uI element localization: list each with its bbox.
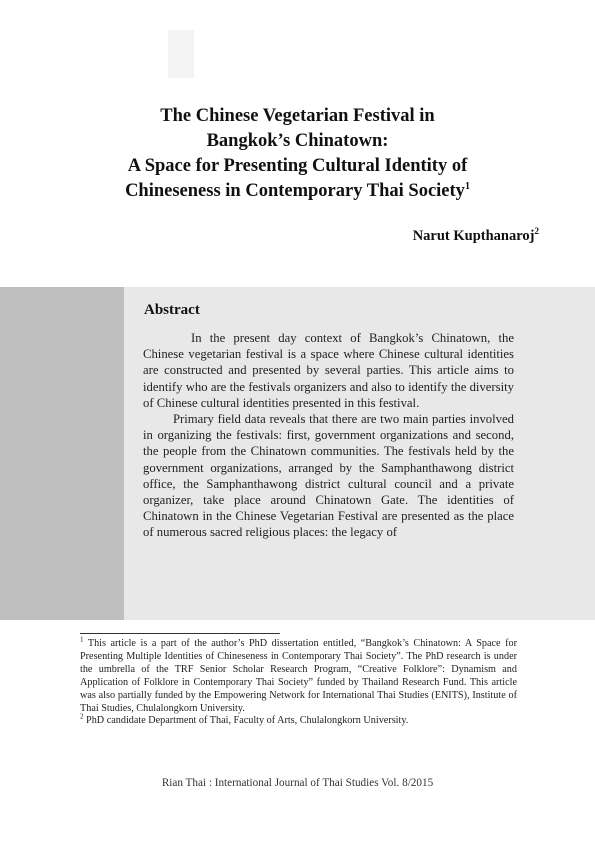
title-footnote-marker[interactable]: 1 [464, 180, 470, 192]
footnote-2-marker: 2 [80, 713, 84, 722]
abstract-heading: Abstract [144, 302, 200, 318]
author-name: Narut Kupthanaroj [412, 228, 535, 244]
title-line-4 [0, 179, 595, 204]
title-line-1: The Chinese Vegetarian Festival in [160, 106, 435, 126]
author-footnote-marker[interactable]: 2 [534, 226, 539, 237]
abstract-paragraph-2: Primary field data reveals that there are two main parties involved in organizing the festivals: first, government organizations and second, the people from the Chinatown communities. The festivals held by the government organizations, arranged by the Samphanthawong district office, the Samphanthawong district cultural council and a private organizer, take place around Chinatown Gate. The identities of Chinatown in the Chinese Vegetarian Festival are presented as the place of numerous sacred religious places: the legacy of [143, 412, 514, 540]
scan-artifact [168, 30, 194, 78]
footnote-1-marker: 1 [80, 635, 84, 644]
abstract-side-tab [0, 287, 124, 620]
footnote-1-text: This article is a part of the author’s PhD dissertation entitled, “Bangkok’s Chinatown: A Space for Presenting Multiple Identities of Chineseness in Contemporary Thai Society”. The PhD research is under the umbrella of the TRF Senior Scholar Research Program, “Creative Folklore”: Dynamism and Application of Folklore in Contemporary Thai Society” funded by Thailand Research Fund. This article was also partially funded by the Empowering Network for International Thai Studies (ENITS), Institute of Thai Studies, Chulalongkorn University. [80, 638, 517, 714]
footnote-2 [80, 715, 517, 728]
running-footer: Rian Thai : International Journal of Thai Studies Vol. 8/2015 [161, 777, 434, 789]
abstract-body [143, 330, 514, 541]
footnote-1 [80, 635, 517, 715]
author-byline [413, 228, 539, 245]
title-line-3: A Space for Presenting Cultural Identity of [127, 156, 468, 176]
article-title [0, 104, 595, 204]
footnote-divider [80, 633, 280, 634]
footnotes [80, 635, 517, 728]
title-line-2: Bangkok’s Chinatown: [206, 131, 389, 151]
title-line-4-text: Chineseness in Contemporary Thai Society [125, 181, 465, 201]
abstract-paragraph-1: In the present day context of Bangkok’s Chinatown, the Chinese vegetarian festival is a space where Chinese cultural identities are constructed and presented by several parties. This article aims to identify who are the festivals organizers and also to identify the diversity of Chinese cultural identities presented in this festival. [143, 331, 514, 410]
footnote-2-text: PhD candidate Department of Thai, Faculty of Arts, Chulalongkorn University. [86, 715, 409, 727]
